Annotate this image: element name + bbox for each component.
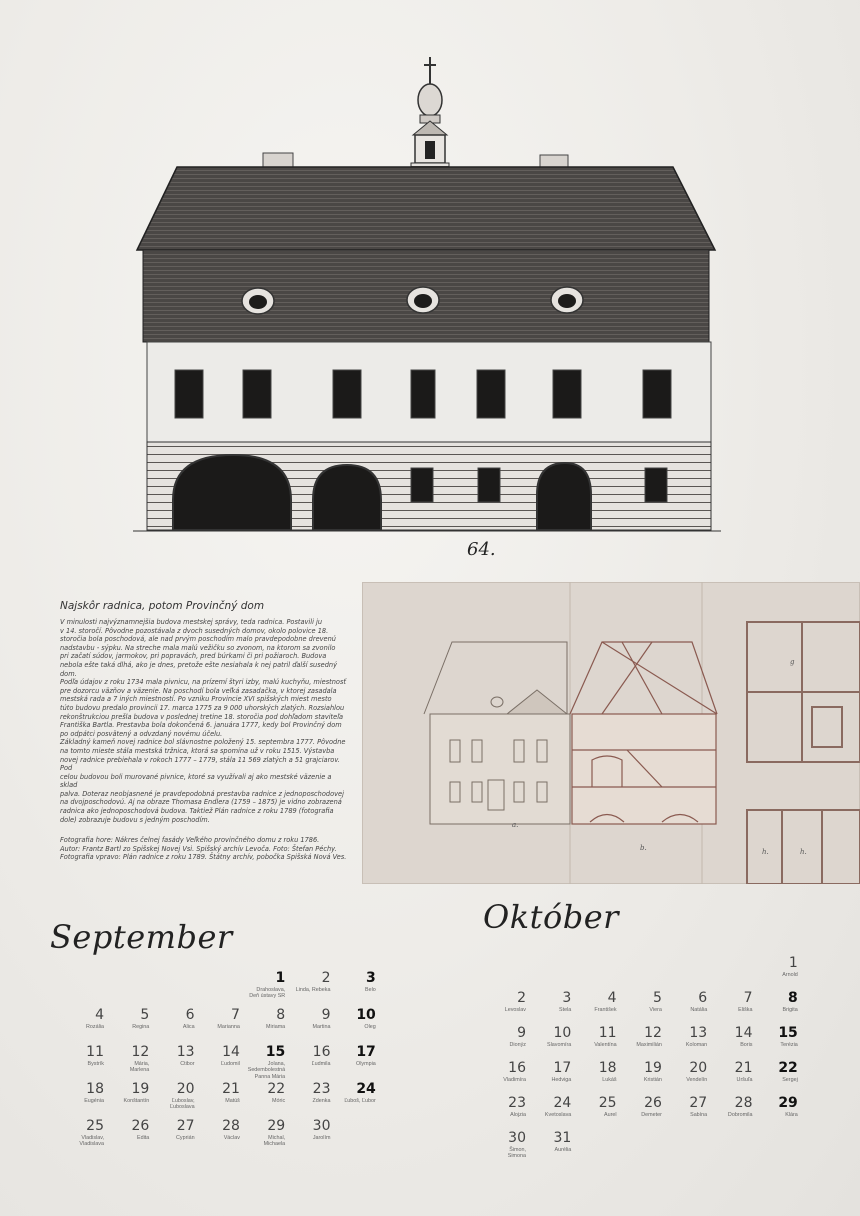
calendar-day-cell [752,955,798,995]
calendar-day-cell [525,990,571,1030]
calendar-day-cell [149,1081,195,1121]
calendar-day-cell [616,1025,662,1065]
day-number: 17 [553,1060,572,1076]
calendar-day-cell [103,1118,149,1158]
nameday: František [594,1007,617,1013]
day-number: 23 [508,1095,526,1111]
calendar-day-cell [661,1060,707,1100]
nameday: Eugénia [84,1098,104,1104]
plan-label: h. [800,848,807,856]
day-number: 11 [598,1025,617,1041]
calendar-day-cell [480,1025,526,1065]
day-number: 8 [276,1007,286,1023]
chimney-right [540,155,568,167]
day-number: 7 [743,990,753,1006]
nameday: Maximilián [636,1042,662,1048]
day-number: 29 [778,1095,798,1111]
day-number: 23 [312,1081,331,1097]
article-body: V minulosti najvýznamnejšia budova mestskej správy, teda radnica. Postavili ju v 14. storočí. Pôvodne pozostávala z dvoch susedných domov, okolo polovice 18. storočia bola poschodová, ale nad prvým poschodím malo pravdepodobne drevenú nadstavbu - sýpku. Na streche mala malú vežičku so zvonom, na ktorom sa zvonilo pri začatí súdov, jarmokov, pri popravách, pred búrkami či pri požiaroch. Budova nebola ešte taká dlhá, ako je dnes, pretože ešte nesiahala k nej patril ďalší susedný dom. Podľa údajov z roku 1734 mala pivnicu, na prízemí štyri izby, malú kuchyňu, miestnosť pre dozorcu väzňov a väzenie. Na poschodí bola veľká zasadačka, v ktorej zasadala mestská rada a 7 iných miestností. Po vzniku Provincie XVI spišských miest mesto túto budovu predalo provincii 17. marca 1775 za 9 000 uhorských zlatých. Rozsiahlou rekonštrukciou prešla budova v poslednej tretine 18. storočia pod dohľadom staviteľa Františka Bartla. Prestavba bola dokončená 6. januára 1777, kedy bol Provinčný dom po odpátci posvätený a odvzdaný novému účelu. Základný kameň novej radnice bol slávnostne položený 15. septembra 1777. Pôvodne na tomto mieste stála mestská tržnica, ktorá sa spomína už v roku 1515. Výstavba novej radnice prebiehala v rokoch 1777 – 1779, stála 11 569 zlatých a 51 grajciarov. Pod celou budovou boli murované pivnice, ktoré sa využívali aj ako mestské väzenie a sklad palva. Doteraz neobjasnené je pravdepodobná prestavba radnice z jednoposchodovej na dvojposchodovú. Aj na obraze Thomasa Endlera (1759 – 1875) je vidno zobrazená radnica ako jednoposchodová budova. Taktiež Plán radnice z roku 1789 (fotografia dole) zobrazuje budovu s jedným poschodím. [60,618,346,824]
calendar-day-cell [149,1044,195,1084]
nameday: Jolana, Sedembolestná Panna Mária [247,1061,286,1080]
nameday: Šimon, Simona [507,1147,526,1160]
nameday: Natália [690,1007,708,1013]
day-number: 5 [140,1007,150,1023]
plan-label: g [790,658,795,666]
day-number: 7 [230,1007,240,1023]
calendar-day-cell [616,1095,662,1135]
calendar-day-cell [480,1130,526,1170]
calendar-day-cell [285,970,331,1010]
day-number: 4 [607,990,617,1006]
day-number: 25 [598,1095,617,1111]
nameday: Jarolím [312,1135,331,1141]
nameday: Michal, Michaela [263,1135,286,1148]
town-hall-plan [362,582,860,884]
nameday: Edita [137,1135,150,1141]
day-number: 15 [778,1025,798,1041]
calendar-day-cell [571,990,617,1030]
calendar-day-cell [661,1095,707,1135]
calendar-day-cell [752,1060,798,1100]
calendar-day-cell [194,1007,240,1047]
calendar-day-cell [707,1025,753,1065]
calendar-day-cell [525,1025,571,1065]
day-number: 8 [788,990,798,1006]
nameday: Konštantín [123,1098,150,1104]
day-number: 4 [95,1007,104,1023]
calendar-day-cell [239,1081,285,1121]
calendar-day-cell [239,1118,285,1158]
nameday: Aurélia [554,1147,572,1153]
nameday: Kvetoslava [544,1112,572,1118]
day-number: 5 [652,990,662,1006]
nameday: Vladislav, Vladislava [79,1135,104,1148]
day-number: 11 [86,1044,104,1060]
article-title: Najskôr radnica, potom Provinčný dom [60,600,265,612]
calendar-day-cell [330,1044,376,1084]
month-title-oktober: Október [483,898,619,936]
calendar-day-cell [285,1044,331,1084]
day-number: 22 [267,1081,286,1097]
day-number: 3 [562,990,572,1006]
nameday: Martina [312,1024,331,1030]
nameday: Dobromila [727,1112,753,1118]
calendar-day-cell [285,1118,331,1158]
nameday: Rozália [86,1024,104,1030]
day-number: 25 [86,1118,104,1134]
calendar-day-cell [525,1130,571,1170]
day-number: 19 [131,1081,150,1097]
day-number: 26 [644,1095,662,1111]
nameday: Bystrík [87,1061,104,1067]
calendar-day-cell [149,1118,195,1158]
day-number: 2 [321,970,331,986]
calendar-day-cell [103,1044,149,1084]
calendar-day-cell [707,990,753,1030]
day-number: 16 [312,1044,331,1060]
nameday: Vladimíra [503,1077,526,1083]
day-number: 29 [267,1118,286,1134]
nameday: Dionýz [509,1042,526,1048]
day-number: 2 [517,990,526,1006]
calendar-day-cell [58,1007,104,1047]
day-number: 19 [644,1060,662,1076]
drawing-number: 64. [467,539,496,560]
calendar-day-cell [103,1007,149,1047]
nameday: Klára [785,1112,798,1118]
day-number: 1 [788,955,798,971]
day-number: 18 [86,1081,104,1097]
nameday: Marianna [217,1024,240,1030]
calendar-day-cell [571,1095,617,1135]
day-number: 1 [275,970,286,986]
day-number: 17 [356,1044,376,1060]
nameday: Aurel [604,1112,617,1118]
nameday: Linda, Rebeka [295,987,331,993]
calendar-day-cell [58,1118,104,1158]
calendar-day-cell [239,970,285,1010]
nameday: Viera [649,1007,662,1013]
nameday: Levoslav [504,1007,526,1013]
day-number: 21 [734,1060,753,1076]
calendar-day-cell [194,1118,240,1158]
nameday: Lukáš [602,1077,617,1083]
day-number: 6 [698,990,708,1006]
day-number: 18 [598,1060,617,1076]
calendar-day-cell [330,970,376,1010]
day-number: 24 [553,1095,572,1111]
calendar-day-cell [58,1081,104,1121]
nameday: Hedviga [551,1077,572,1083]
calendar-day-cell [571,1025,617,1065]
day-number: 30 [508,1130,526,1146]
nameday: Mária, Marlena [129,1061,150,1074]
day-number: 10 [553,1025,572,1041]
calendar-day-cell [752,1095,798,1135]
nameday: Alica [182,1024,195,1030]
nameday: Demeter [641,1112,662,1118]
nameday: Koloman [685,1042,708,1048]
calendar-day-cell [661,990,707,1030]
nameday: Oleg [364,1024,376,1030]
nameday: Miriama [266,1024,286,1030]
calendar-day-cell [752,990,798,1030]
nameday: Brigita [782,1007,798,1013]
calendar-day-cell [239,1007,285,1047]
day-number: 13 [176,1044,195,1060]
nameday: Ľudmila [311,1061,331,1067]
nameday: Regina [132,1024,150,1030]
day-number: 10 [356,1007,376,1023]
nameday: Stela [559,1007,572,1013]
day-number: 12 [131,1044,150,1060]
plan-label: a. [512,821,519,829]
nameday: Ľuboš, Ľubor [344,1098,376,1104]
chimney-left [263,153,293,167]
nameday: Matúš [225,1098,240,1104]
plan-label: h. [762,848,769,856]
day-number: 15 [265,1044,286,1060]
calendar-day-cell [480,1060,526,1100]
day-number: 28 [734,1095,753,1111]
nameday: Alojzia [510,1112,526,1118]
article-caption: Fotografia hore: Nákres čelnej fasády Veľkého provinčného domu z roku 1786. Autor: Frantz Bartl zo Spišskej Novej Vsi. Spišský archív Levoča. Foto: Štefan Péchy. Fotografia vpravo: Plán radnice z roku 1789. Štátny archív, pobočka Spišská Nová Ves. [60,836,347,862]
nameday: Ľuboslav, Ľuboslava [170,1098,195,1111]
calendar-day-cell [194,1044,240,1084]
calendar-day-cell [525,1060,571,1100]
calendar-day-cell [616,990,662,1030]
plan-label: b. [640,844,647,852]
nameday: Móric [272,1098,286,1104]
nameday: Eliška [738,1007,753,1013]
day-number: 20 [176,1081,195,1097]
day-number: 13 [689,1025,708,1041]
day-number: 12 [644,1025,662,1041]
calendar-day-cell [525,1095,571,1135]
month-title-september: September [50,918,233,956]
nameday: Ctibor [180,1061,195,1067]
nameday: Zdenka [312,1098,331,1104]
day-number: 27 [176,1118,195,1134]
day-number: 14 [734,1025,753,1041]
roof [137,167,715,250]
calendar-day-cell [616,1060,662,1100]
calendar-day-cell [149,1007,195,1047]
nameday: Olympia [356,1061,376,1067]
nameday: Sabína [690,1112,708,1118]
day-number: 27 [689,1095,708,1111]
nameday: Václav [223,1135,240,1141]
day-number: 28 [222,1118,240,1134]
calendar-day-cell [707,1060,753,1100]
nameday: Belo [365,987,376,993]
day-number: 9 [517,1025,526,1041]
nameday: Kristián [643,1077,662,1083]
day-number: 21 [222,1081,240,1097]
day-number: 6 [185,1007,195,1023]
calendar-day-cell [707,1095,753,1135]
nameday: Arnold [782,972,798,978]
nameday: Uršuľa [736,1077,753,1083]
calendar-day-cell [330,1007,376,1047]
calendar-day-cell [103,1081,149,1121]
day-number: 20 [689,1060,708,1076]
nameday: Drahoslava, Deň ústavy SR [249,987,286,1000]
calendar-day-cell [285,1007,331,1047]
calendar-day-cell [661,1025,707,1065]
nameday: Valentína [594,1042,617,1048]
calendar-day-cell [194,1081,240,1121]
calendar-day-cell [752,1025,798,1065]
calendar-day-cell [330,1081,376,1121]
calendar-day-cell [239,1044,285,1084]
nameday: Ľudomil [221,1061,240,1067]
calendar-day-cell [58,1044,104,1084]
day-number: 30 [312,1118,331,1134]
day-number: 9 [321,1007,331,1023]
calendar-day-cell [571,1060,617,1100]
article [60,600,350,862]
day-number: 16 [508,1060,526,1076]
calendar-day-cell [480,1095,526,1135]
day-number: 3 [366,970,376,986]
nameday: Slavomíra [547,1042,572,1048]
nameday: Vendelín [686,1077,708,1083]
calendar-day-cell [480,990,526,1030]
nameday: Terézia [780,1042,798,1048]
day-number: 24 [356,1081,376,1097]
nameday: Sergej [782,1077,798,1083]
day-number: 26 [131,1118,150,1134]
day-number: 22 [778,1060,798,1076]
nameday: Boris [740,1042,753,1048]
day-number: 14 [222,1044,240,1060]
calendar-day-cell [285,1081,331,1121]
day-number: 31 [553,1130,572,1146]
nameday: Cyprián [176,1135,195,1141]
facade-drawing [125,55,725,560]
